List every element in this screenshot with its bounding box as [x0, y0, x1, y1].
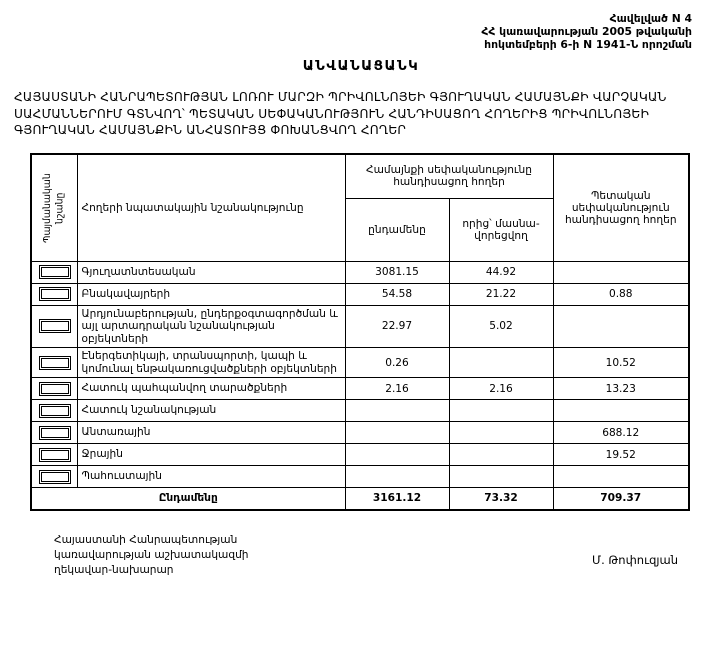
state-cell: 19.52 — [553, 444, 689, 466]
privatized-cell — [449, 348, 553, 378]
symbol-cell — [31, 400, 77, 422]
conventional-symbol-box-inner — [41, 321, 69, 331]
conventional-symbol-box-inner — [41, 472, 69, 482]
symbol-cell — [31, 305, 77, 348]
purpose-cell: Արդյունաբերության, ընդերքօգտագործման և այլ արտադրական նշանակության օբյեկտների — [77, 305, 345, 348]
state-cell — [553, 261, 689, 283]
community-total-cell: 3081.15 — [345, 261, 449, 283]
conventional-symbol-box-inner — [41, 384, 69, 394]
purpose-cell: Բնակավայրերի — [77, 283, 345, 305]
state-cell: 10.52 — [553, 348, 689, 378]
state-cell: 688.12 — [553, 422, 689, 444]
conventional-symbol-box-inner — [41, 406, 69, 416]
header-state-owned: Պետական սեփականություն հանդիսացող հողեր — [553, 154, 689, 262]
appendix-line-1: Հավելված N 4 — [609, 12, 692, 25]
purpose-cell: Հատուկ նշանակության — [77, 400, 345, 422]
table-row — [31, 466, 689, 488]
header-community-owned-group: Համայնքի սեփականությունը հանդիսացող հողեր — [345, 154, 553, 199]
symbol-cell — [31, 466, 77, 488]
signatory-title-block — [54, 533, 249, 578]
table-row — [31, 283, 689, 305]
purpose-cell: Պահուստային — [77, 466, 345, 488]
symbol-cell — [31, 261, 77, 283]
community-total-cell: 2.16 — [345, 378, 449, 400]
purpose-cell: Անտառային — [77, 422, 345, 444]
conventional-symbol-box-inner — [41, 450, 69, 460]
table-row — [31, 400, 689, 422]
total-privatized-cell: 73.32 — [449, 488, 553, 510]
conventional-symbol-box — [39, 319, 71, 333]
symbol-cell — [31, 378, 77, 400]
privatized-cell: 5.02 — [449, 305, 553, 348]
purpose-cell: Էներգետիկայի, տրանսպորտի, կապի և կոմունալ ենթակառուցվածքների օբյեկտների — [77, 348, 345, 378]
symbol-cell — [31, 348, 77, 378]
symbol-cell — [31, 444, 77, 466]
table-row — [31, 444, 689, 466]
table-row — [31, 261, 689, 283]
privatized-cell — [449, 466, 553, 488]
total-state-cell: 709.37 — [553, 488, 689, 510]
table-row — [31, 348, 689, 378]
community-total-cell: 0.26 — [345, 348, 449, 378]
conventional-symbol-box — [39, 265, 71, 279]
purpose-cell: Հատուկ պահպանվող տարածքների — [77, 378, 345, 400]
signatory-title-line-2: կառավարության աշխատակազմի — [54, 548, 249, 561]
appendix-line-3: հոկտեմբերի 6-ի N 1941-Ն որոշման — [484, 38, 692, 51]
privatized-cell — [449, 400, 553, 422]
community-total-cell — [345, 422, 449, 444]
conventional-symbol-box-inner — [41, 267, 69, 277]
community-total-cell: 54.58 — [345, 283, 449, 305]
community-total-cell — [345, 400, 449, 422]
header-land-purpose: Հողերի նպատակային նշանակությունը — [77, 154, 345, 262]
community-total-cell — [345, 466, 449, 488]
community-total-cell: 22.97 — [345, 305, 449, 348]
state-cell: 13.23 — [553, 378, 689, 400]
conventional-symbol-box-inner — [41, 289, 69, 299]
conventional-symbol-box — [39, 426, 71, 440]
conventional-symbol-box — [39, 356, 71, 370]
privatized-cell: 21.22 — [449, 283, 553, 305]
privatized-cell: 44.92 — [449, 261, 553, 283]
table-body — [31, 261, 689, 510]
signatory-title-line-1: Հայաստանի Հանրապետության — [54, 533, 238, 546]
community-total-cell — [345, 444, 449, 466]
document-footer — [30, 533, 692, 578]
state-cell: 0.88 — [553, 283, 689, 305]
header-community-total: ընդամենը — [345, 198, 449, 261]
header-privatized: որից՝ մասնա-վորեցվող — [449, 198, 553, 261]
privatized-cell — [449, 444, 553, 466]
table-row — [31, 305, 689, 348]
signatory-title-line-3: ղեկավար-նախարար — [54, 563, 174, 576]
state-cell — [553, 466, 689, 488]
purpose-cell: Գյուղատնտեսական — [77, 261, 345, 283]
conventional-symbol-box-inner — [41, 358, 69, 368]
privatized-cell: 2.16 — [449, 378, 553, 400]
header-conventional-symbol-label: Պայմանական նշանը — [41, 172, 66, 243]
document-subtitle: ՀԱՅԱՍՏԱՆԻ ՀԱՆՐԱՊԵՏՈՒԹՅԱՆ ԼՈՌՈՒ ՄԱՐԶԻ ՊՐԻՎՈԼՆՈՅԵԻ ԳՅՈՒՂԱԿԱՆ ՀԱՄԱՅՆՔԻ ՎԱՐՉԱԿԱՆ ՍԱՀՄԱՆՆԵՐՈՒՄ ԳՏՆՎՈՂ՝ ՊԵՏԱԿԱՆ ՍԵՓԱԿԱՆՈՒԹՅՈՒՆ ՀԱՆԴԻՍԱՑՈՂ ՀՈՂԵՐԻՑ ՊՐԻՎՈԼՆՈՅԵԻ ԳՅՈՒՂԱԿԱՆ ՀԱՄԱՅՆՔԻՆ ԱՆՀԱՏՈՒՅՑ ՓՈԽԱՆՑՎՈՂ ՀՈՂԵՐ — [14, 90, 667, 137]
conventional-symbol-box — [39, 404, 71, 418]
privatized-cell — [449, 422, 553, 444]
appendix-line-2: ՀՀ կառավարության 2005 թվականի — [481, 25, 692, 38]
purpose-cell: Ջրային — [77, 444, 345, 466]
state-cell — [553, 400, 689, 422]
table-row — [31, 422, 689, 444]
conventional-symbol-box — [39, 470, 71, 484]
conventional-symbol-box — [39, 448, 71, 462]
land-transfer-table — [30, 153, 690, 511]
appendix-reference — [30, 12, 692, 51]
table-row — [31, 378, 689, 400]
document-title: ԱՆՎԱՆԱՑԱՆԿ — [302, 58, 420, 74]
symbol-cell — [31, 422, 77, 444]
symbol-cell — [31, 283, 77, 305]
total-label-cell: Ընդամենը — [31, 488, 345, 510]
conventional-symbol-box — [39, 287, 71, 301]
conventional-symbol-box-inner — [41, 428, 69, 438]
conventional-symbol-box — [39, 382, 71, 396]
total-community-cell: 3161.12 — [345, 488, 449, 510]
table-total-row — [31, 488, 689, 510]
header-conventional-symbol — [31, 154, 77, 262]
signatory-name: Մ. Թոփուզյան — [592, 553, 678, 567]
table-header — [31, 154, 689, 262]
state-cell — [553, 305, 689, 348]
